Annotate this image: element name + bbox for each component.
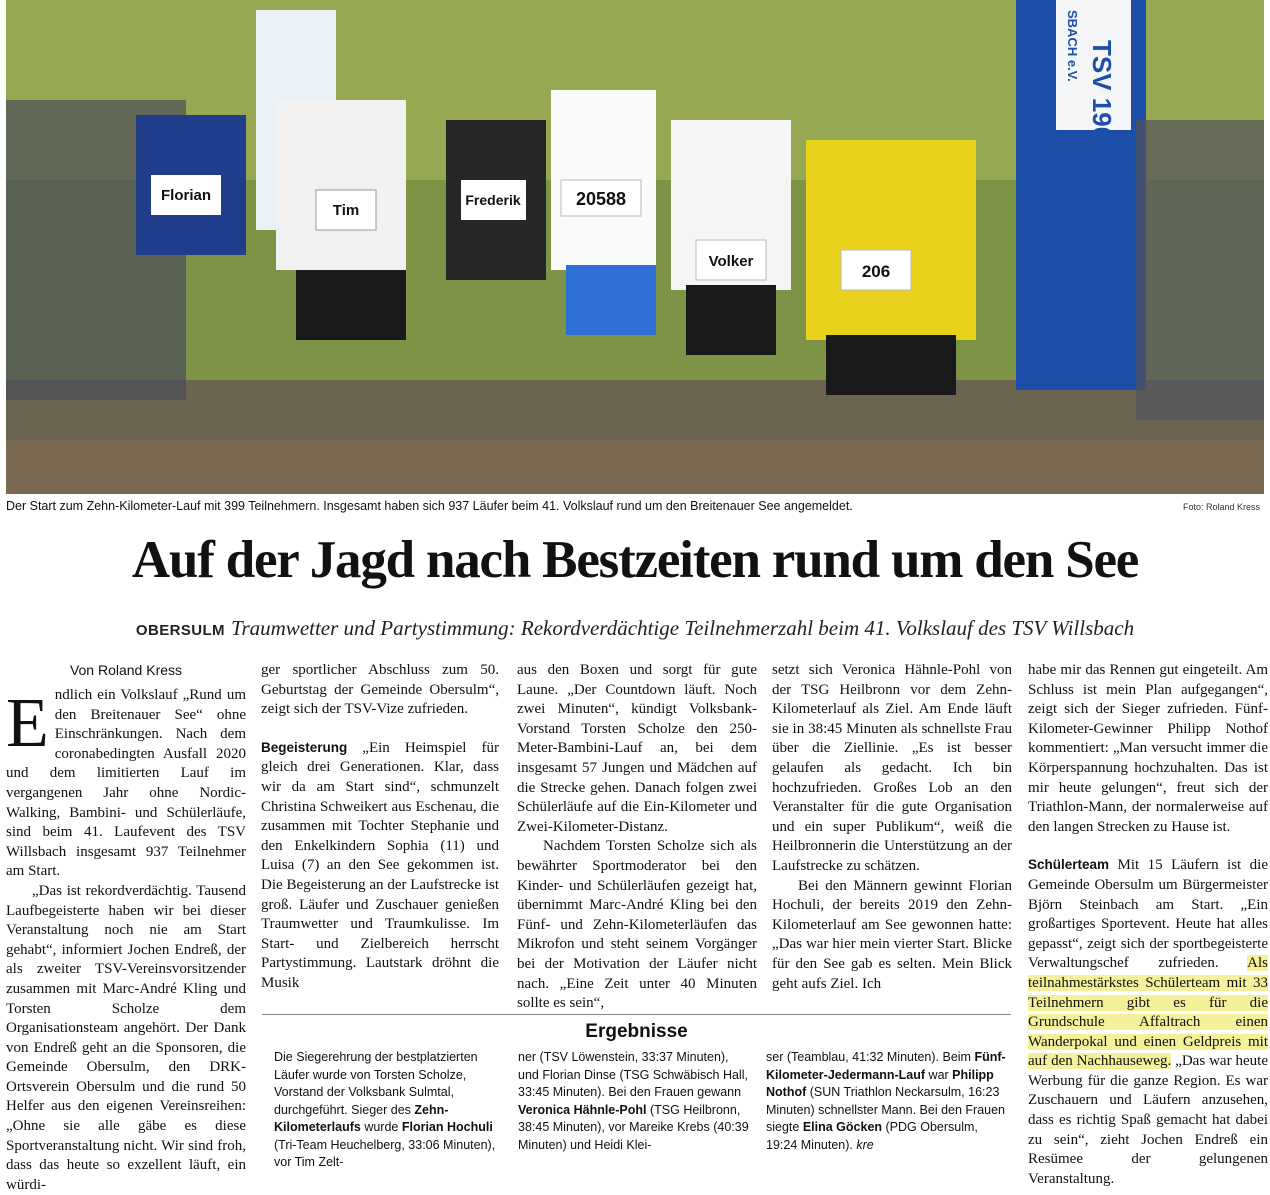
paragraph: Nachdem Torsten Scholze sich als bewährter Sportmoderator bei den Kinder- und Schülerläufen gezeigt hat, übernimmt Marc-André Kling bei den Fünf- und Zehn-Kilometerläufen das Mikrofon und steht seinem Vorgänger bei der Motivation der Läufer nicht nach. „Eine Zeit unter 40 Minuten sollte es sein“, [517, 838, 757, 1012]
photo-caption [6, 499, 1264, 515]
svg-text:Frederik: Frederik [465, 192, 521, 208]
results-column-1: Die Siegerehrung der bestplatzierten Läufer wurde von Torsten Scholze, Vorstand der Volksbank Sulmtal, durchgeführt. Sieger des Zehn-Kilometerlaufs wurde Florian Hochuli (Tri-Team Heuchelberg, 33:06 Minuten), vor Tim Zelt- [274, 1050, 496, 1169]
results-title: Ergebnisse [585, 1021, 688, 1042]
svg-text:Florian: Florian [160, 187, 212, 204]
runner-yellow [806, 140, 976, 395]
paragraph: „Ein Heimspiel für gleich drei Generationen. Klar, dass wir da am Start sind“, schmunzelt Christina Schweikert aus Eschenau, die zusammen mit Tochter Stephanie und den Enkelkindern Sophia (11) und Luisa (7) an den See gekommen ist. Die Begeisterung an der Laufstrecke ist groß. Läufer und Zuschauer genießen Traumwetter und Traumkulisse. Im Start- und Zielbereich herrscht Partystimmung. Lautstark dröhnt die Musik [261, 739, 499, 991]
paragraph: ndlich ein Volkslauf „Rund um den Breitenauer See“ ohne Einschränkungen. Nach dem coronabedingten Ausfall 2020 und dem limitierten Lauf im vergangenen Jahr ohne Nordic-Walking, Bambini- und Schülerläufe, sind beim 41. Laufevent des TSV Willsbach insgesamt 937 Teilnehmer am Start. [6, 687, 246, 880]
race-start-photo [6, 0, 1264, 494]
subhead-begeisterung: Begeisterung [261, 739, 348, 755]
banner-text: TSV 1907 [1087, 40, 1117, 156]
paragraph: setzt sich Veronica Hähnle-Pohl von der TSG Heilbronn vor dem Zehn-Kilometerlauf als Ziel. Am Ende läuft sie in 38:45 Minuten als schnellste Frau über die Ziellinie. „Es ist besser gelaufen als gedacht. Ich bin hochzufrieden. Großes Lob an den Veranstalter für die gute Organisation und ein super Publikum“, weiß die Heilbronnerin die Unterstützung an der Laufstrecke zu schätzen. [772, 662, 1012, 874]
paragraph: Bei den Männern gewinnt Florian Hochuli, der bereits 2019 den Zehn-Kilometerlauf am See gewonnen hatte: „Das war hier mein vierter Start. Blicke für den See gab es selten. Mein Blick geht aufs Ziel. Ich [772, 877, 1012, 992]
byline: Von Roland Kress [69, 662, 183, 678]
results-winner: Philipp Nothof [766, 1067, 994, 1099]
paragraph: „Das war heute Werbung für die ganze Region. Es war Zuschauern und Läufern anzusehen, dass es richtig Spaß gemacht hat dabei zu sein“, zieht Jochen Endreß ein Resümee der gelungenen Veranstaltung. [1028, 1053, 1268, 1187]
headline: Auf der Jagd nach Bestzeiten rund um den See [131, 531, 1139, 589]
author-initials: kre [856, 1137, 874, 1152]
caption-text: Der Start zum Zehn-Kilometer-Lauf mit 399 Teilnehmern. Insgesamt haben sich 937 Läufer beim 41. Volkslauf rund um den Breitenauer See angemeldet. [6, 499, 853, 513]
results-race-name: Zehn-Kilometerlaufs [274, 1102, 449, 1134]
results-winner: Elina Göcken [802, 1120, 883, 1134]
highlighted-text: Als teilnahmestärkstes Schülerteam mit 33 Teilnehmern gibt es für die Grundschule Affaltrach einen Wanderpokal und einen Geldpreis mit auf den Nachhauseweg. [1028, 955, 1268, 1070]
article-column-3 [517, 661, 757, 1014]
svg-text:Volker: Volker [708, 253, 754, 270]
article-column-4 [772, 661, 1012, 994]
subheadline [0, 615, 1270, 644]
paragraph: habe mir das Rennen gut eingeteilt. Am Schluss ist mein Plan aufgegangen“, zeigt sich der Sieger zufrieden. Fünf-Kilometer-Gewinner Philipp Nothof kommentiert: „Man versucht immer die Körperspannung hochzuhalten. Das ist mir heute gelungen“, freut sich der Triathlon-Mann, der normalerweise auf den langen Strecken zu Hause ist. [1028, 662, 1268, 835]
paragraph: ger sportlicher Abschluss zum 50. Geburtstag der Gemeinde Obersulm“, zeigt sich der TSV-Vize zufrieden. [261, 662, 499, 718]
article-column-5 [1028, 661, 1268, 1189]
results-column-3: ser (Teamblau, 41:32 Minuten). Beim Fünf-Kilometer-Jedermann-Lauf war Philipp Nothof (SUN Triathlon Neckarsulm, 16:23 Minuten) schnellster Mann. Bei den Frauen siegte Elina Göcken (PDG Obersulm, 19:24 Minuten). kre [766, 1050, 1006, 1152]
photo-illustration [6, 0, 1264, 494]
results-column-2: ner (TSV Löwenstein, 33:37 Minuten), und Florian Dinse (TSG Schwäbisch Hall, 33:45 Minuten). Bei den Frauen gewann Veronica Hähnle-Pohl (TSG Heilbronn, 38:45 Minuten), vor Mareike Krebs (40:39 Minuten) und Heidi Klei- [518, 1050, 749, 1152]
photo-credit: Foto: Roland Kress [1182, 502, 1260, 512]
svg-text:20588: 20588 [575, 189, 627, 209]
paragraph: Mit 15 Läufern ist die Gemeinde Obersulm um Bürgermeister Björn Steinbach am Start. „Ein großartiges Sportevent. Heute hat alles gepasst“, zeigt sich der sportbegeisterte Verwaltungschef zufrieden. [1028, 857, 1268, 972]
drop-cap: E [6, 685, 49, 762]
article-column-1 [6, 661, 246, 1195]
dateline: OBERSULM [135, 622, 225, 639]
runner-20588 [551, 90, 656, 335]
article-column-2 [261, 661, 499, 994]
paragraph: „Das ist rekordverdächtig. Tausend Laufbegeisterte haben wir bei dieser Veranstaltung noch nie am Start gehabt“, informiert Jochen Endreß, der als zweiter TSV-Vereinsvorsitzender zusammen mit Marc-André Kling und Torsten Scholze dem Organisationsteam angehört. Der Dank von Endreß geht an die Sponsoren, die Gemeinde Obersulm, den DRK-Ortsverein Obersulm und die rund 50 Helfer aus den eigenen Vereinsreihen: „Ohne sie alle gäbe es diese Sportveranstaltung nicht. Wir sind froh, dass das heute so exzellent läuft, ein würdi- [6, 882, 246, 1193]
svg-text:Tim: Tim [332, 202, 360, 219]
subhead-schuelerteam: Schülerteam [1028, 857, 1110, 873]
svg-text:206: 206 [861, 262, 891, 281]
paragraph: aus den Boxen und sorgt für gute Laune. „Der Countdown läuft. Noch zwei Minuten“, kündigt Volksbank-Vorstand Torsten Scholze den 250-Meter-Bambini-Lauf an, bei dem insgesamt 57 Jungen und Mädchen auf die Strecke gehen. Danach folgen zwei Schülerläufe auf die Ein-Kilometer und Zwei-Kilometer-Distanz. [517, 662, 757, 835]
results-box [262, 1014, 1011, 1180]
runner-florian [136, 115, 246, 255]
runner-volker [671, 120, 791, 355]
results-winner: Veronica Hähnle-Pohl [518, 1102, 647, 1117]
results-race-name: Fünf-Kilometer-Jedermann-Lauf [766, 1050, 1006, 1082]
banner-sub: SBACH e.V. [1065, 10, 1080, 82]
deck: Traumwetter und Partystimmung: Rekordverdächtige Teilnehmerzahl beim 41. Volkslauf des TSV Willsbach [230, 616, 1135, 640]
runner-frederik [446, 120, 546, 280]
results-winner: Florian Hochuli [401, 1120, 493, 1134]
